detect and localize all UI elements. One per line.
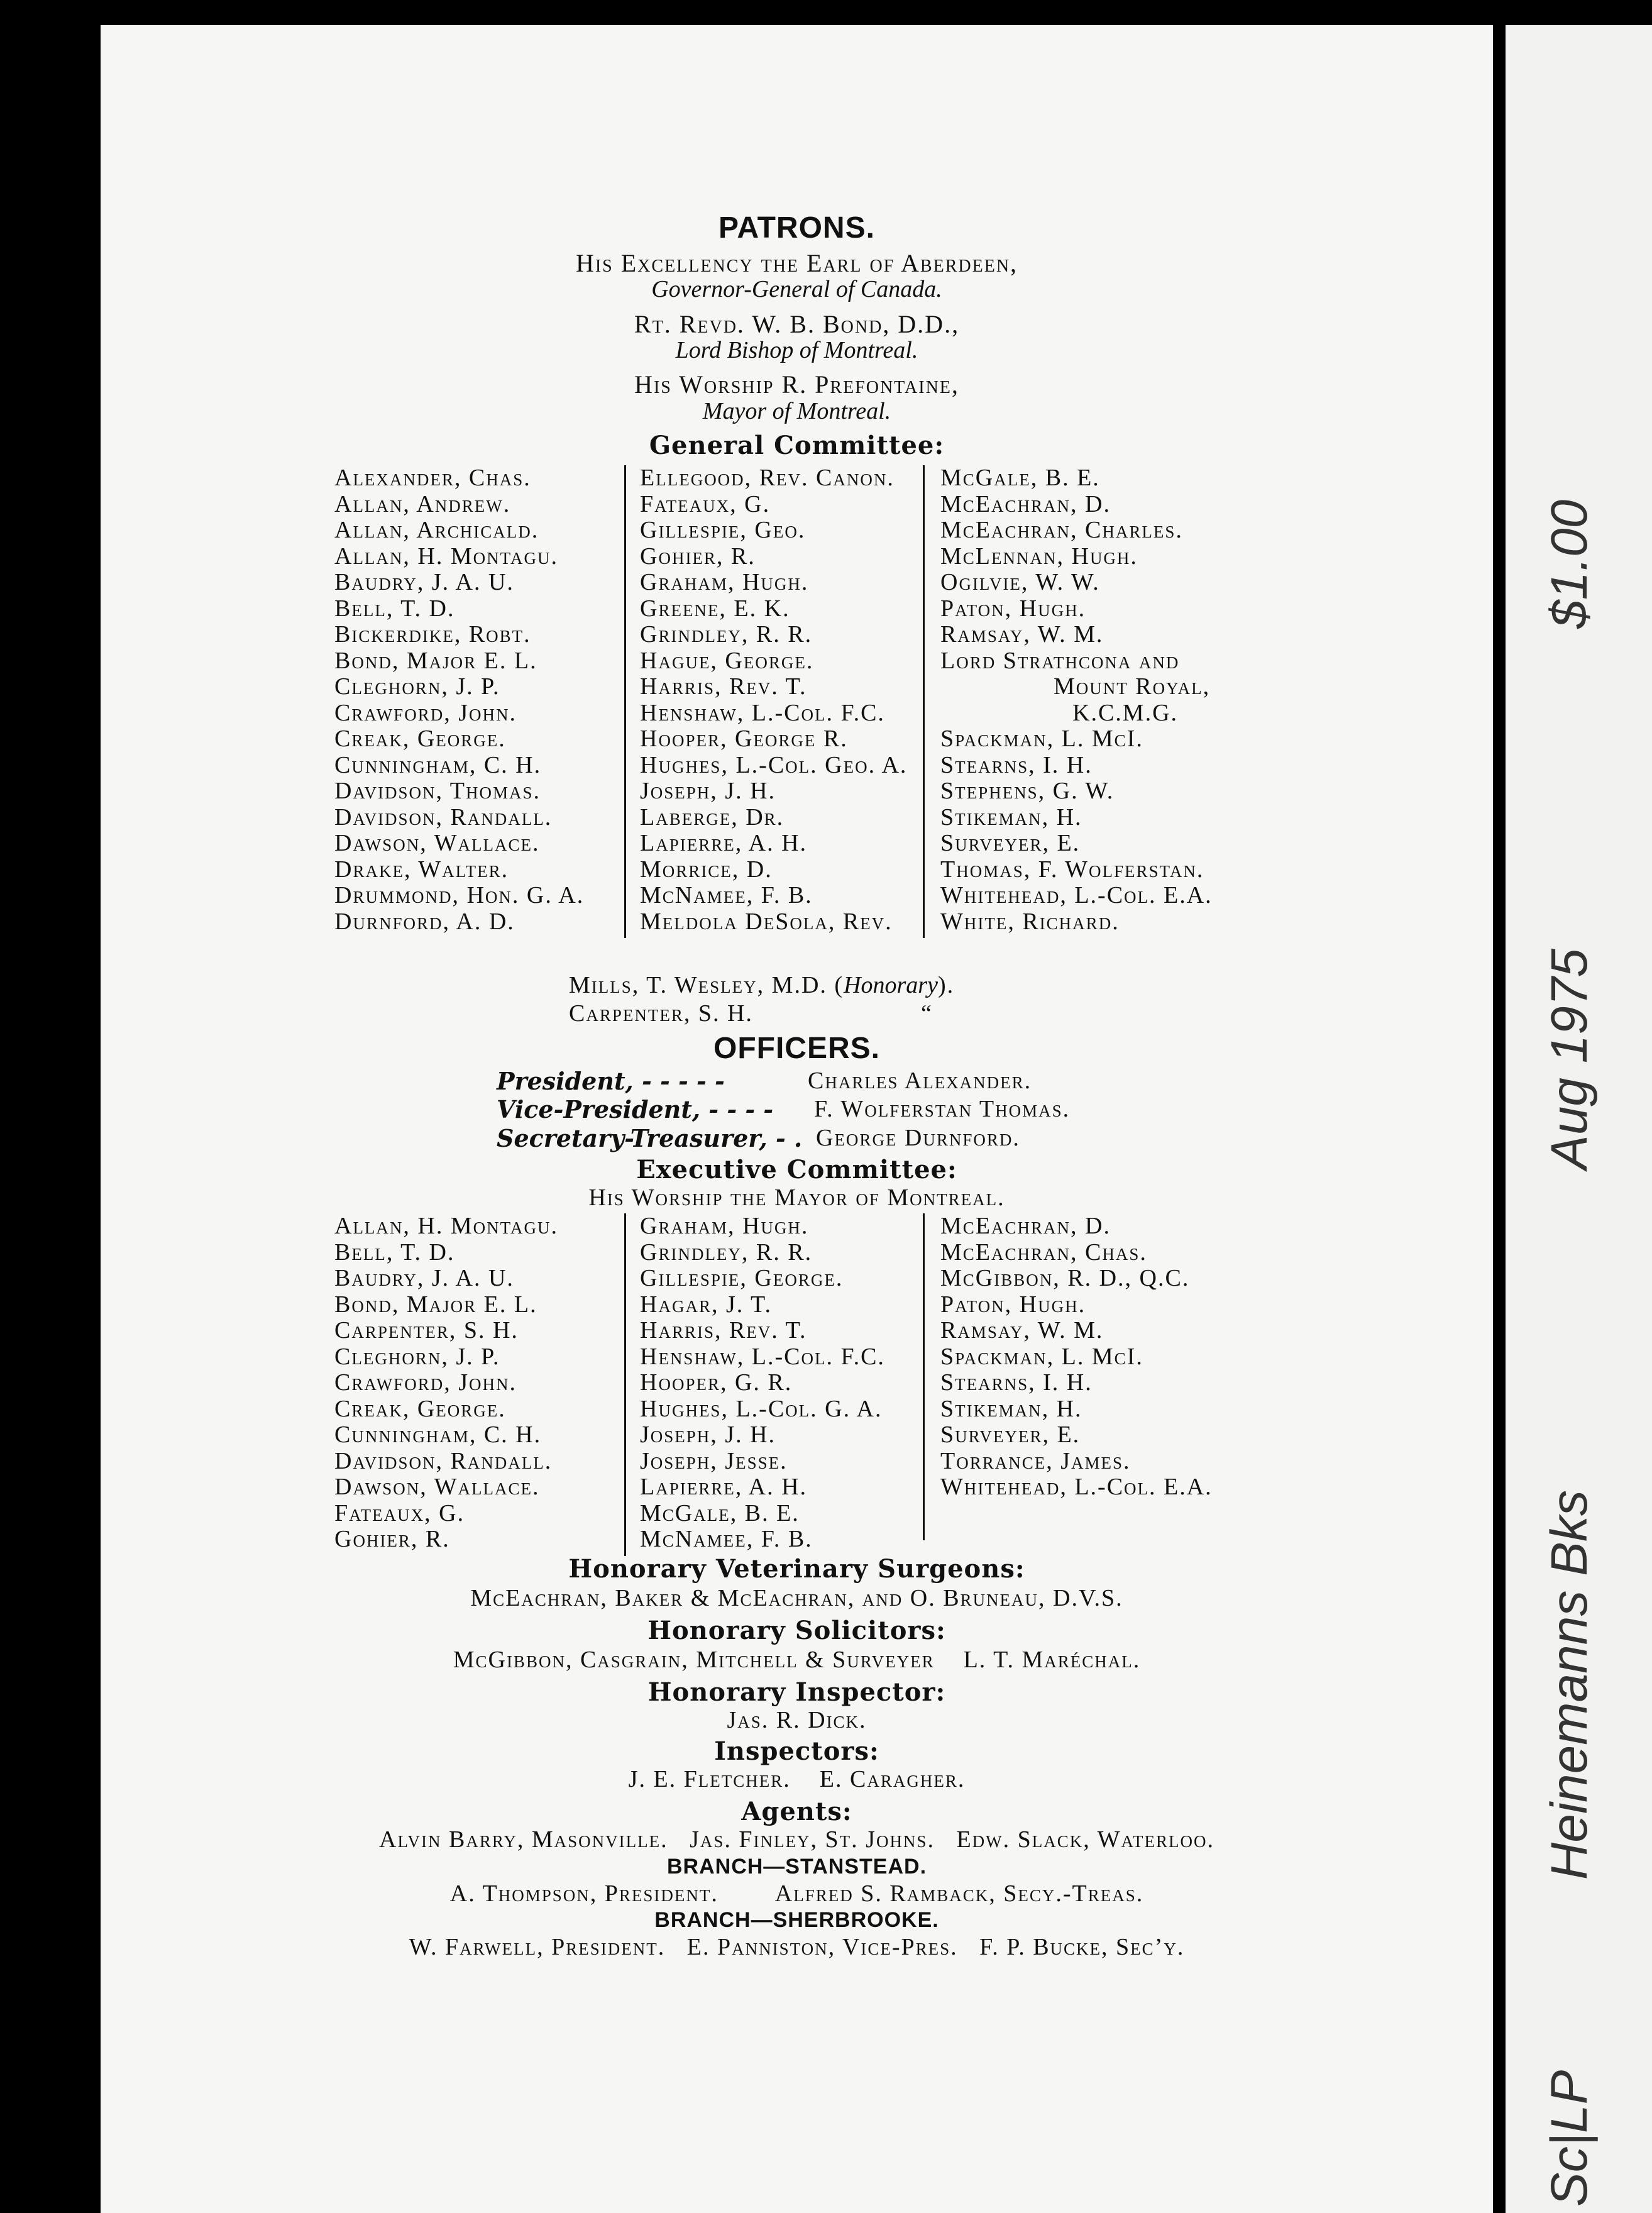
patron-1-title: Governor-General of Canada.	[651, 276, 942, 302]
list-item: Cunningham, C. H.	[334, 751, 542, 778]
pencil-code-note: Sc|LP	[1541, 2070, 1598, 2207]
list-item: Davidson, Randall.	[334, 1447, 553, 1474]
list-item: K.C.M.G.	[1072, 699, 1179, 726]
list-item: Carpenter, S. H.	[334, 1317, 519, 1344]
list-item: Joseph, J. H.	[640, 778, 776, 804]
list-item: Spackman, L. McI.	[940, 1343, 1143, 1370]
list-item: McLennan, Hugh.	[940, 543, 1138, 570]
column-divider	[923, 1213, 925, 1540]
list-item: Cleghorn, J. P.	[334, 673, 500, 700]
list-item: Graham, Hugh.	[640, 1213, 809, 1239]
list-item: Gohier, R.	[640, 543, 756, 570]
list-item: Bell, T. D.	[334, 595, 455, 622]
list-item: Henshaw, L.-Col. F.C.	[640, 1343, 885, 1370]
list-item: Hooper, George R.	[640, 726, 848, 752]
list-item: Baudry, J. A. U.	[334, 1265, 514, 1291]
inspectors-heading: Inspectors:	[714, 1736, 879, 1766]
patrons-heading: PATRONS.	[719, 211, 875, 245]
general-committee-heading: General Committee:	[649, 431, 945, 460]
list-item: Thomas, F. Wolferstan.	[940, 856, 1204, 883]
list-item: Gillespie, Geo.	[640, 517, 806, 543]
solicitors-heading: Honorary Solicitors:	[647, 1616, 946, 1645]
list-item: McNamee, F. B.	[640, 1526, 813, 1552]
list-item: Lord Strathcona and	[940, 647, 1180, 674]
honorary-member-1	[569, 971, 954, 999]
inspector-heading: Honorary Inspector:	[647, 1677, 946, 1707]
document-page	[101, 25, 1493, 2213]
officer-name: George Durnford.	[816, 1125, 1020, 1151]
honorary-member-2	[569, 1000, 933, 1027]
list-item: Bickerdike, Robt.	[334, 621, 531, 648]
list-item: Mount Royal,	[1054, 673, 1211, 700]
executive-committee-col-1	[334, 1213, 558, 1553]
list-item: Greene, E. K.	[640, 595, 790, 622]
general-committee-col-1	[334, 465, 584, 935]
list-item: Graham, Hugh.	[640, 569, 809, 595]
honorary-member-name: Carpenter, S. H.	[569, 1000, 753, 1027]
list-item: Grindley, R. R.	[640, 1239, 813, 1266]
list-item: Harris, Rev. T.	[640, 1317, 807, 1344]
officer-name: Charles Alexander.	[808, 1068, 1032, 1094]
executive-committee-chair: His Worship the Mayor of Montreal.	[588, 1184, 1005, 1211]
patron-1-name: His Excellency the Earl of Aberdeen,	[575, 249, 1018, 277]
list-item: Gohier, R.	[334, 1526, 450, 1552]
list-item: McNamee, F. B.	[640, 882, 813, 908]
list-item: Creak, George.	[334, 726, 506, 752]
list-item: Fateaux, G.	[334, 1499, 465, 1526]
list-item: Harris, Rev. T.	[640, 673, 807, 700]
margin-strip	[1506, 25, 1652, 2213]
column-divider	[923, 465, 925, 938]
officer-name: F. Wolferstan Thomas.	[814, 1096, 1071, 1122]
column-divider	[624, 465, 626, 938]
list-item: Stearns, I. H.	[940, 1369, 1093, 1396]
executive-committee-heading: Executive Committee:	[636, 1155, 957, 1184]
list-item: Drummond, Hon. G. A.	[334, 882, 585, 908]
list-item: Creak, George.	[334, 1395, 506, 1422]
veterinary-surgeons-heading: Honorary Veterinary Surgeons:	[568, 1554, 1025, 1584]
list-item: Dawson, Wallace.	[334, 1474, 540, 1500]
honorary-close: ).	[937, 972, 955, 998]
list-item: Cunningham, C. H.	[334, 1421, 542, 1448]
honorary-member-name: Mills, T. Wesley, M.D. (	[569, 972, 844, 998]
list-item: McEachran, D.	[940, 1213, 1111, 1239]
list-item: Crawford, John.	[334, 1369, 517, 1396]
list-item: Hooper, G. R.	[640, 1369, 793, 1396]
list-item: McEachran, Chas.	[940, 1239, 1147, 1266]
list-item: Drake, Walter.	[334, 856, 509, 883]
list-item: Paton, Hugh.	[940, 1291, 1086, 1318]
officer-title: President, - - - - -	[497, 1067, 725, 1095]
list-item: Hagar, J. T.	[640, 1291, 772, 1318]
list-item: Surveyer, E.	[940, 830, 1081, 856]
branch-stanstead-names: A. Thompson, President. Alfred S. Ramback, Secy.-Treas.	[449, 1880, 1144, 1907]
list-item: Lapierre, A. H.	[640, 830, 808, 856]
branch-stanstead-heading: BRANCH—STANSTEAD.	[666, 1855, 927, 1879]
list-item: Allan, Andrew.	[334, 490, 511, 517]
honorary-note: Honorary	[844, 972, 938, 998]
column-divider	[624, 1213, 626, 1556]
list-item: Davidson, Thomas.	[334, 778, 541, 804]
list-item: Dawson, Wallace.	[334, 830, 540, 856]
list-item: Fateaux, G.	[640, 490, 771, 517]
executive-committee-col-3	[940, 1213, 1213, 1501]
list-item: Allan, Archicald.	[334, 517, 539, 543]
list-item: Stikeman, H.	[940, 803, 1082, 831]
list-item: Bond, Major E. L.	[334, 1291, 537, 1318]
list-item: Hughes, L.-Col. Geo. A.	[640, 751, 908, 778]
inspectors-names: J. E. Fletcher. E. Caragher.	[628, 1766, 966, 1792]
list-item: Henshaw, L.-Col. F.C.	[640, 699, 885, 726]
list-item: Paton, Hugh.	[940, 595, 1086, 622]
list-item: Alexander, Chas.	[334, 465, 531, 491]
branch-sherbrooke-names: W. Farwell, President. E. Panniston, Vice-Pres. F. P. Bucke, Sec’y.	[409, 1934, 1185, 1960]
list-item: Torrance, James.	[940, 1447, 1131, 1474]
pencil-date-note: Aug 1975	[1541, 948, 1598, 1169]
list-item: Spackman, L. McI.	[940, 726, 1143, 752]
list-item: Allan, H. Montagu.	[334, 543, 558, 570]
ditto-mark: “	[921, 1000, 933, 1027]
list-item: Morrice, D.	[640, 856, 773, 883]
general-committee-col-3	[940, 465, 1213, 935]
agents-names: Alvin Barry, Masonville. Jas. Finley, St. Johns. Edw. Slack, Waterloo.	[379, 1826, 1214, 1853]
list-item: McEachran, Charles.	[940, 517, 1183, 543]
agents-heading: Agents:	[741, 1797, 852, 1826]
branch-sherbrooke-heading: BRANCH—SHERBROOKE.	[654, 1908, 939, 1932]
list-item: Stearns, I. H.	[940, 751, 1093, 778]
list-item: Ramsay, W. M.	[940, 1317, 1104, 1344]
officer-title: Vice-President, - - - -	[497, 1095, 774, 1123]
list-item: Bell, T. D.	[334, 1239, 455, 1266]
list-item: Lapierre, A. H.	[640, 1474, 808, 1500]
list-item: McEachran, D.	[940, 490, 1111, 517]
list-item: Crawford, John.	[334, 699, 517, 726]
list-item: Joseph, J. H.	[640, 1421, 776, 1448]
patron-3-title: Mayor of Montreal.	[702, 398, 891, 424]
list-item: Stikeman, H.	[940, 1395, 1082, 1422]
list-item: Ogilvie, W. W.	[940, 569, 1100, 595]
list-item: Whitehead, L.-Col. E.A.	[940, 882, 1213, 908]
list-item: Ellegood, Rev. Canon.	[640, 465, 895, 491]
inspector-name: Jas. R. Dick.	[727, 1707, 867, 1733]
patron-3-name: His Worship R. Prefontaine,	[634, 370, 959, 399]
patron-2-title: Lord Bishop of Montreal.	[675, 337, 918, 363]
executive-committee-col-2	[640, 1213, 885, 1553]
pencil-price-note: $1.00	[1541, 499, 1598, 629]
list-item: Hughes, L.-Col. G. A.	[640, 1395, 883, 1422]
list-item: Bond, Major E. L.	[334, 647, 537, 674]
list-item: Whitehead, L.-Col. E.A.	[940, 1474, 1213, 1500]
officer-title: Secretary-Treasurer, - .	[497, 1124, 803, 1152]
list-item: Ramsay, W. M.	[940, 621, 1104, 648]
solicitors-names: McGibbon, Casgrain, Mitchell & Surveyer L. T. Maréchal.	[453, 1647, 1141, 1673]
list-item: Baudry, J. A. U.	[334, 569, 514, 595]
veterinary-surgeons-names: McEachran, Baker & McEachran, and O. Bruneau, D.V.S.	[470, 1585, 1123, 1611]
list-item: Grindley, R. R.	[640, 621, 813, 648]
list-item: Hague, George.	[640, 647, 814, 674]
list-item: Allan, H. Montagu.	[334, 1213, 558, 1239]
pencil-dealer-note: Heinemanns Bks	[1541, 1490, 1598, 1880]
list-item: McGale, B. E.	[940, 465, 1100, 491]
list-item: White, Richard.	[940, 908, 1120, 935]
list-item: Gillespie, George.	[640, 1265, 844, 1291]
list-item: Durnford, A. D.	[334, 908, 515, 935]
general-committee-col-2	[640, 465, 907, 935]
patron-2-name: Rt. Revd. W. B. Bond, D.D.,	[634, 310, 960, 338]
list-item: McGale, B. E.	[640, 1499, 800, 1526]
list-item: Meldola DeSola, Rev.	[640, 908, 893, 935]
list-item: Surveyer, E.	[940, 1421, 1081, 1448]
list-item: Cleghorn, J. P.	[334, 1343, 500, 1370]
list-item: McGibbon, R. D., Q.C.	[940, 1265, 1190, 1291]
list-item: Joseph, Jesse.	[640, 1447, 788, 1474]
list-item: Stephens, G. W.	[940, 778, 1115, 804]
officers-heading: OFFICERS.	[713, 1032, 880, 1065]
list-item: Laberge, Dr.	[640, 803, 785, 831]
list-item: Davidson, Randall.	[334, 803, 553, 831]
